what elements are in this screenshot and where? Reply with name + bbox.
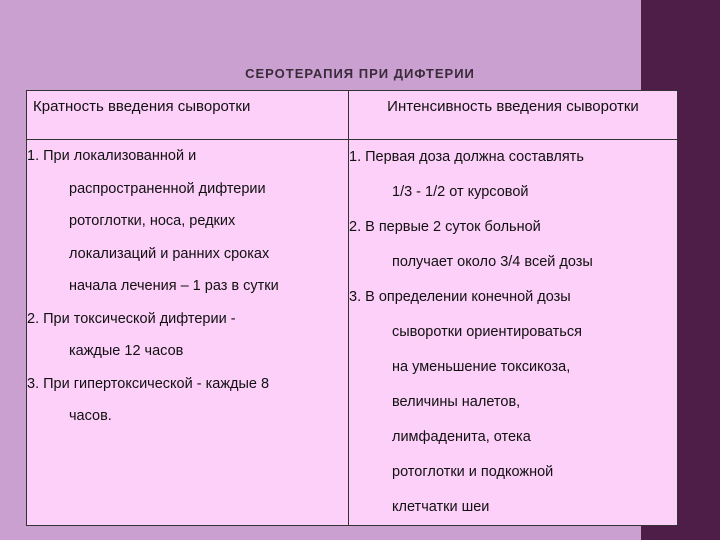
intensity-line: 2. В первые 2 суток больной (349, 219, 541, 235)
intensity-line: на уменьшение токсикоза, (392, 359, 571, 375)
intensity-line: клетчатки шеи (392, 499, 490, 515)
intensity-line: 1/3 - 1/2 от курсовой (392, 184, 529, 200)
table-body-row (27, 140, 678, 526)
intensity-line: 3. В определении конечной дозы (349, 289, 571, 305)
frequency-line: ротоглотки, носа, редких (69, 213, 236, 229)
frequency-line: начала лечения – 1 раз в сутки (69, 278, 279, 294)
frequency-cell (27, 140, 349, 526)
intensity-line: ротоглотки и подкожной (392, 464, 554, 480)
frequency-line: 2. При токсической дифтерии - (27, 310, 236, 327)
table-header-row (27, 91, 678, 140)
intensity-cell (349, 140, 678, 526)
slide-title: СЕРОТЕРАПИЯ ПРИ ДИФТЕРИИ (245, 66, 475, 81)
header-intensity: Интенсивность введения сыворотки (349, 91, 678, 140)
header-frequency: Кратность введения сыворотки (27, 91, 349, 140)
frequency-line: локализаций и ранних сроках (69, 245, 270, 262)
serotherapy-table (26, 90, 678, 526)
frequency-line: распространенной дифтерии (69, 180, 266, 197)
frequency-line: часов. (69, 408, 112, 424)
intensity-line: лимфаденита, отека (392, 429, 531, 445)
intensity-line: получает около 3/4 всей дозы (392, 254, 593, 270)
frequency-line: 3. При гипертоксической - каждые 8 (27, 375, 270, 392)
frequency-line: каждые 12 часов (69, 343, 184, 359)
intensity-line: 1. Первая доза должна составлять (349, 149, 584, 165)
intensity-line: величины налетов, (392, 394, 521, 410)
frequency-line: 1. При локализованной и (27, 148, 197, 164)
intensity-line: сыворотки ориентироваться (392, 324, 582, 340)
